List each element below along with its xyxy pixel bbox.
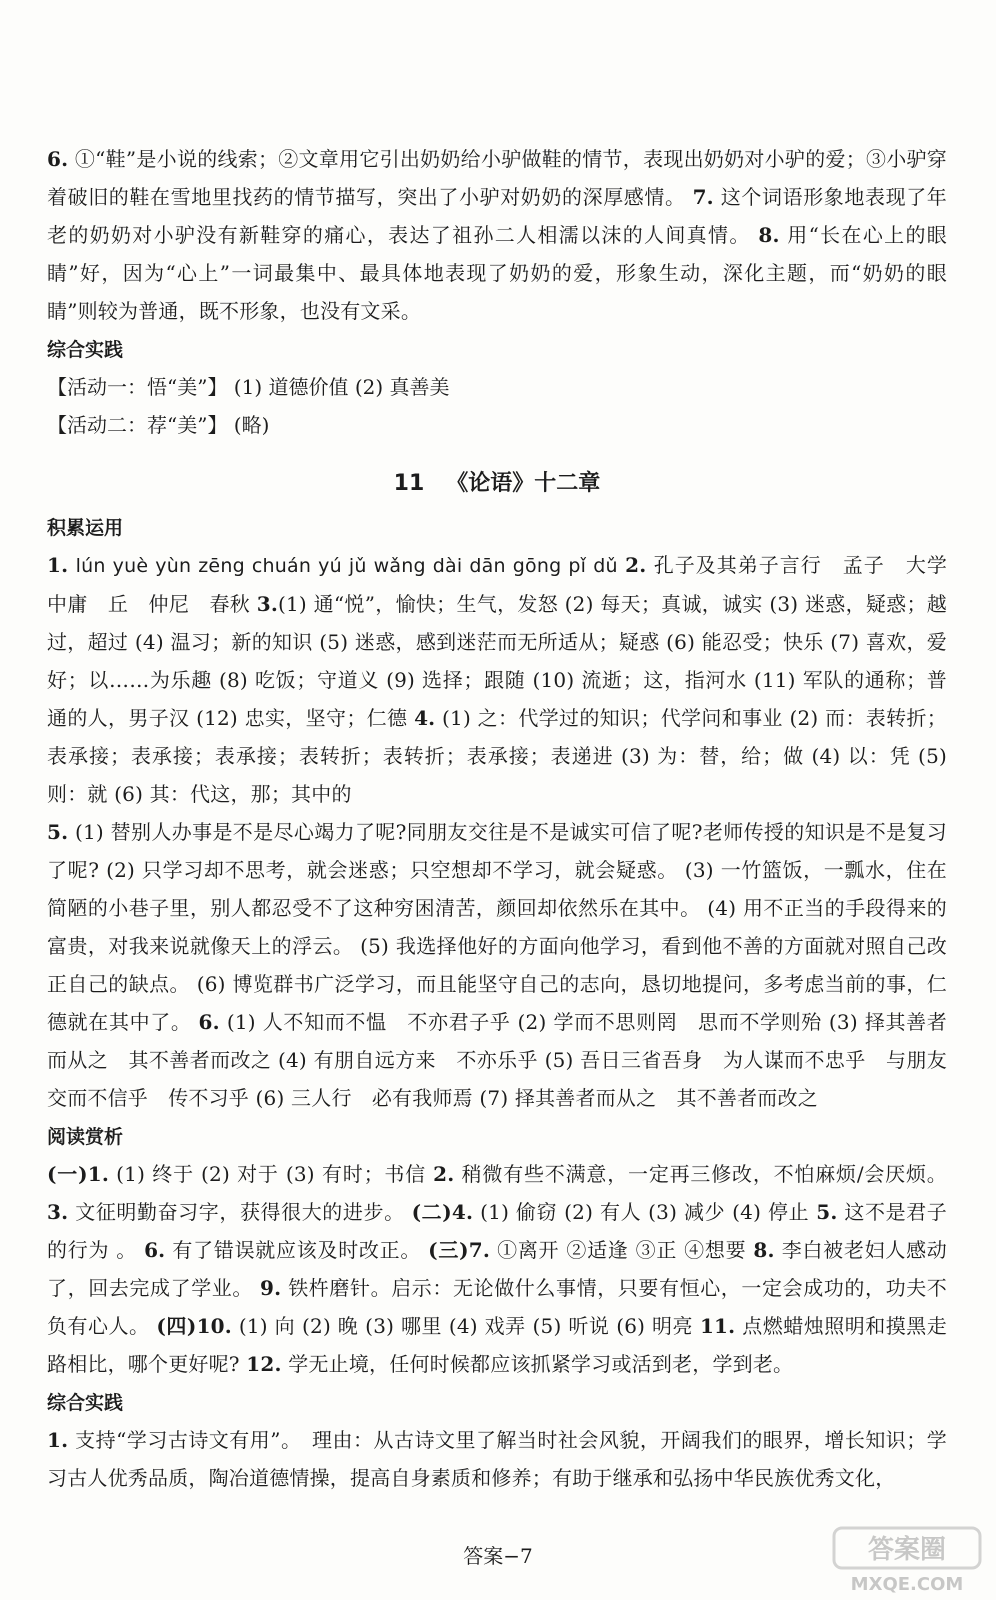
answer-number: 3. [256, 592, 278, 616]
answer-number: 2. [433, 1162, 455, 1186]
answer-page [47, 140, 968, 1497]
answer-number: 6. [47, 147, 69, 171]
answer-text: ①“鞋”是小说的线索；②文章用它引出奶奶给小驴做鞋的情节，表现出奶奶对小驴的爱；③小驴穿着破旧的鞋在雪地里找药的情节描写，突出了小驴对奶奶的深厚感情。 [47, 147, 947, 209]
answer-text: 孔子及其弟子言行 孟子 大学 中庸 丘 仲尼 春秋 [47, 553, 968, 616]
answer-number: (二)4. [411, 1200, 474, 1224]
activity-one: 【活动一：悟“美”】 (1) 道德价值 (2) 真善美 [47, 375, 450, 399]
answer-text: 李白被老妇人感动了，回去完成了学业。 [47, 1238, 947, 1300]
answer-number: (一)1. [47, 1162, 110, 1186]
answer-number: 2. [625, 553, 647, 577]
answer-number: 3. [47, 1200, 69, 1224]
accumulate-paragraph-2 [47, 813, 947, 1117]
chapter-title [47, 464, 947, 504]
watermark-logo [832, 1526, 982, 1596]
answer-number: (四)10. [156, 1314, 232, 1338]
reading-paragraph [47, 1155, 947, 1383]
answer-text: (1) 向 (2) 晚 (3) 哪里 (4) 戏弄 (5) 听说 (6) 明亮 [231, 1314, 700, 1338]
answer-text: 用“长在心上的眼睛”好，因为“心上”一词最集中、最具体地表现了奶奶的爱，形象生动，深化主题，而“奶奶的眼睛”则较为普通，既不形象，也没有文采。 [47, 223, 947, 323]
answer-text: (1) 替别人办事是不是尽心竭力了呢?同朋友交往是不是诚实可信了呢?老师传授的知识是不是复习了呢? (2) 只学习却不思考，就会迷惑；只空想却不学习，就会疑惑。 (3) 一竹篮饭，一瓢水，住在简陋的小巷子里，别人都忍受不了这种穷困清苦，颜回却依然乐在其中。 (4) 用不正当的手段得来的富贵，对我来说就像天上的浮云。 (5) 我选择他好的方面向他学习，看到他不善的方面就对照自己改正自己的缺点。 (6) 博览群书广泛学习，而且能坚守自己的志向，恳切地提问，多考虑当前的事，仁德就在其中了。 [47, 820, 947, 1034]
answer-number: 8. [758, 223, 780, 247]
answer-text: 稍微有些不满意，一定再三修改，不怕麻烦/会厌烦。 [454, 1162, 947, 1186]
svg-text:MXQE.COM: MXQE.COM [850, 1574, 964, 1595]
svg-text:答案圈: 答案圈 [867, 1535, 947, 1565]
answer-number: 11. [699, 1314, 736, 1338]
answer-number: 6. [198, 1010, 220, 1034]
answer-number: 6. [144, 1238, 166, 1262]
answer-number: 12. [246, 1352, 282, 1376]
answer-text: (1) 之：代学过的知识；代学问和事业 (2) 而：表转折；表承接；表承接；表承接；表转折；表转折；表承接；表递进 (3) 为：替，给；做 (4) 以：凭 (5) 则：就 (6) 其：代这，那；其中的 [47, 706, 947, 806]
answers-6-8-paragraph [47, 140, 947, 330]
section-heading-accumulate: 积累运用 [47, 517, 124, 539]
answer-text: 支持“学习古诗文有用”。 理由：从古诗文里了解当时社会风貌，开阔我们的眼界，增长知识；学习古人优秀品质，陶冶道德情操，提高自身素质和修养；有助于继承和弘扬中华民族优秀文化， [47, 1428, 947, 1490]
practice-paragraph [47, 1421, 947, 1497]
answer-text: (1) 偷窃 (2) 有人 (3) 减少 (4) 停止 [473, 1200, 817, 1224]
answer-text: 点燃蜡烛照明和摸黑走路相比，哪个更好呢? [47, 1314, 948, 1376]
section-heading-practice: 综合实践 [47, 339, 124, 361]
pinyin-answers: lún yuè yùn zēng chuán yú jǔ wǎng dài dān gōng pǐ dǔ [75, 555, 618, 577]
answer-text: (1) 人不知而不愠 不亦君子乎 (2) 学而不思则罔 思而不学则殆 (3) 择其善者而从之 其不善者而改之 (4) 有朋自远方来 不亦乐乎 (5) 吾日三省吾身 为人谋而不忠乎 与朋友交而不信乎 传不习乎 (6) 三人行 必有我师焉 (7) 择其善者而从之 其不善者而改之 [47, 1010, 947, 1110]
answer-text: (1) 通“悦”，愉快；生气，发怒 (2) 每天；真诚，诚实 (3) 迷惑，疑惑；越过，超过 (4) 温习；新的知识 (5) 迷惑，感到迷茫而无所适从；疑惑 (6) 能忍受；快乐 (7) 喜欢，爱好；以……为乐趣 (8) 吃饭；守道义 (9) 选择；跟随 (10) 流逝；这，指河水 (11) 军队的通称；普通的人，男子汉 (12) 忠实，坚守；仁德 [47, 592, 947, 730]
answer-text: 文征明勤奋习字，获得很大的进步。 [68, 1200, 412, 1224]
answer-number: 5. [816, 1200, 838, 1224]
accumulate-paragraph [47, 546, 968, 813]
chapter-name: 《论语》十二章 [446, 471, 601, 496]
answer-text: 这个词语形象地表现了年老的奶奶对小驴没有新鞋穿的痛心，表达了祖孙二人相濡以沫的人间真情。 [47, 185, 947, 247]
page-number: 答案−7 [463, 1544, 533, 1568]
answer-number: 4. [414, 706, 436, 730]
answer-number: 8. [753, 1238, 775, 1262]
answer-number: 1. [47, 1428, 69, 1452]
answer-text: 这不是君子的行为 。 [47, 1200, 947, 1262]
answer-number: 5. [47, 820, 69, 844]
answer-text: ①离开 ②适逢 ③正 ④想要 [490, 1238, 754, 1262]
answer-text: (1) 终于 (2) 对于 (3) 有时；书信 [109, 1162, 434, 1186]
chapter-number: 11 [393, 471, 425, 496]
answer-text: 有了错误就应该及时改正。 [165, 1238, 429, 1262]
answer-text: 铁杵磨针。启示：无论做什么事情，只要有恒心，一定会成功的，功夫不负有心人。 [47, 1276, 947, 1338]
activity-two: 【活动二：荐“美”】 (略) [47, 413, 270, 437]
answer-number: 9. [259, 1276, 282, 1300]
answer-number: (三)7. [428, 1238, 491, 1262]
section-heading-reading: 阅读赏析 [47, 1126, 124, 1148]
answer-text: 学无止境，任何时候都应该抓紧学习或活到老，学到老。 [281, 1352, 794, 1376]
answer-number: 1. [47, 553, 69, 577]
answer-number: 7. [692, 185, 714, 209]
section-heading-practice-2: 综合实践 [47, 1392, 124, 1414]
